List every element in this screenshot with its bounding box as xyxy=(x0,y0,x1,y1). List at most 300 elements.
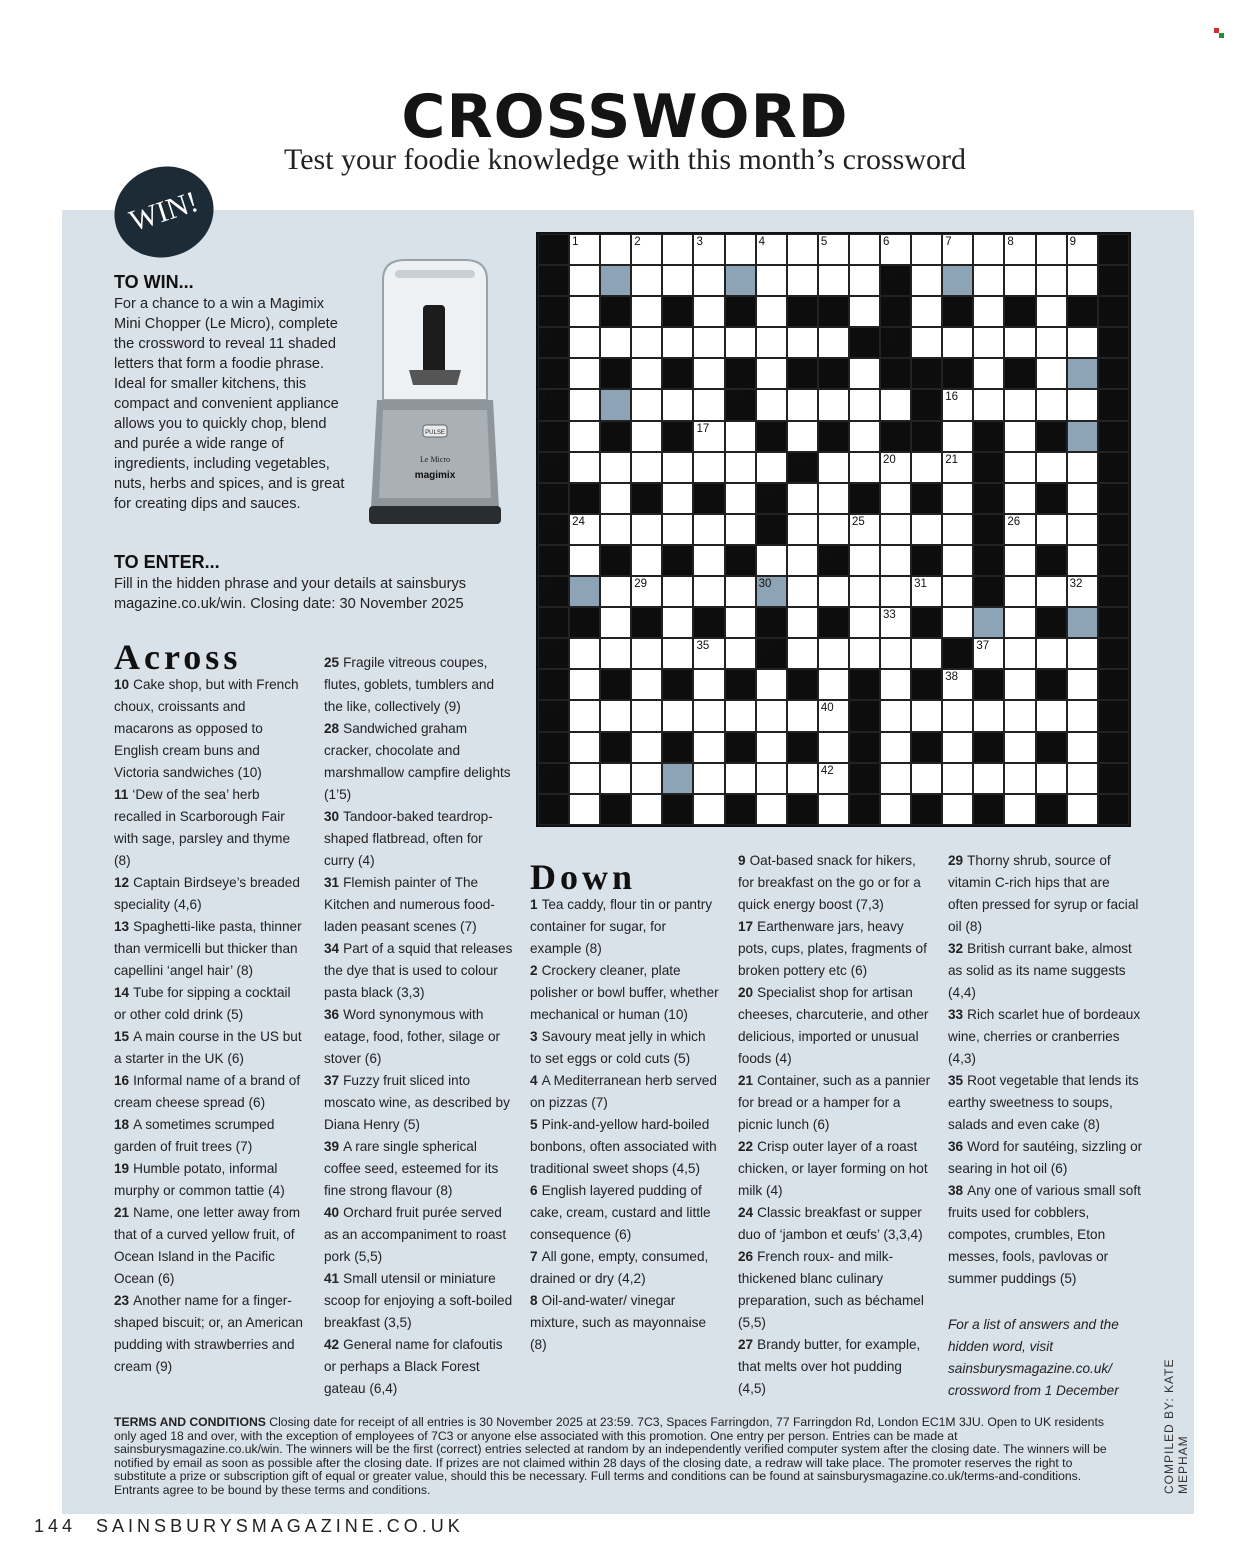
grid-block xyxy=(538,358,569,389)
grid-cell[interactable] xyxy=(569,421,600,452)
grid-cell[interactable] xyxy=(818,763,849,794)
grid-cell[interactable] xyxy=(849,234,880,265)
grid-cell[interactable] xyxy=(725,452,756,483)
grid-cell[interactable] xyxy=(662,452,693,483)
clue-item-number: 34 xyxy=(324,941,340,956)
clue-number: 42 xyxy=(820,764,834,777)
grid-cell[interactable] xyxy=(849,452,880,483)
grid-cell[interactable] xyxy=(631,732,662,763)
grid-block xyxy=(600,732,631,763)
grid-cell[interactable] xyxy=(662,638,693,669)
grid-cell[interactable] xyxy=(849,545,880,576)
grid-cell[interactable] xyxy=(1004,794,1035,825)
grid-cell[interactable] xyxy=(942,700,973,731)
grid-cell[interactable] xyxy=(942,389,973,420)
grid-cell[interactable] xyxy=(818,638,849,669)
grid-cell[interactable] xyxy=(880,545,911,576)
grid-cell[interactable] xyxy=(569,794,600,825)
grid-cell[interactable] xyxy=(693,638,724,669)
grid-cell[interactable] xyxy=(973,234,1004,265)
across-clues-column-2 xyxy=(324,652,514,1400)
grid-cell[interactable] xyxy=(911,700,942,731)
grid-cell[interactable] xyxy=(973,265,1004,296)
grid-cell[interactable] xyxy=(942,794,973,825)
grid-cell[interactable] xyxy=(631,234,662,265)
grid-cell[interactable] xyxy=(880,700,911,731)
grid-cell[interactable] xyxy=(973,638,1004,669)
clue-number: 7 xyxy=(945,236,952,248)
grid-cell[interactable] xyxy=(818,732,849,763)
grid-cell[interactable] xyxy=(725,638,756,669)
grid-cell[interactable] xyxy=(911,452,942,483)
clue-item-number: 9 xyxy=(738,853,746,868)
grid-cell[interactable] xyxy=(911,576,942,607)
grid-cell[interactable] xyxy=(787,265,818,296)
grid-cell[interactable] xyxy=(818,327,849,358)
grid-cell[interactable] xyxy=(1067,389,1098,420)
grid-cell[interactable] xyxy=(1036,265,1067,296)
grid-cell[interactable] xyxy=(756,763,787,794)
grid-cell[interactable] xyxy=(1004,700,1035,731)
grid-cell[interactable] xyxy=(725,234,756,265)
grid-cell[interactable] xyxy=(1004,483,1035,514)
grid-cell[interactable] xyxy=(880,452,911,483)
grid-cell[interactable] xyxy=(1067,514,1098,545)
grid-cell[interactable] xyxy=(631,545,662,576)
grid-cell[interactable] xyxy=(1067,234,1098,265)
grid-block xyxy=(756,638,787,669)
grid-cell[interactable] xyxy=(693,794,724,825)
grid-cell[interactable] xyxy=(569,452,600,483)
grid-cell[interactable] xyxy=(942,327,973,358)
grid-cell[interactable] xyxy=(1067,794,1098,825)
grid-cell[interactable] xyxy=(631,358,662,389)
grid-cell[interactable] xyxy=(911,234,942,265)
grid-cell[interactable] xyxy=(1067,576,1098,607)
grid-cell[interactable] xyxy=(1004,669,1035,700)
grid-cell[interactable] xyxy=(1004,452,1035,483)
grid-cell[interactable] xyxy=(569,732,600,763)
grid-cell[interactable] xyxy=(756,265,787,296)
grid-cell[interactable] xyxy=(1067,732,1098,763)
grid-block xyxy=(600,794,631,825)
grid-shaded-cell[interactable] xyxy=(725,265,756,296)
grid-cell[interactable] xyxy=(631,421,662,452)
grid-cell[interactable] xyxy=(849,576,880,607)
clue-item xyxy=(530,1070,720,1114)
clue-item-text: All gone, empty, consumed, drained or dry (4,2) xyxy=(530,1249,709,1286)
clue-item-number: 12 xyxy=(114,875,130,890)
grid-cell[interactable] xyxy=(631,763,662,794)
grid-block xyxy=(942,638,973,669)
clue-number: 29 xyxy=(634,578,648,591)
grid-cell[interactable] xyxy=(849,389,880,420)
grid-cell[interactable] xyxy=(569,389,600,420)
grid-cell[interactable] xyxy=(880,607,911,638)
grid-cell[interactable] xyxy=(787,700,818,731)
grid-cell[interactable] xyxy=(569,327,600,358)
grid-cell[interactable] xyxy=(849,358,880,389)
grid-block xyxy=(1098,732,1129,763)
grid-cell[interactable] xyxy=(600,576,631,607)
grid-cell[interactable] xyxy=(973,327,1004,358)
grid-cell[interactable] xyxy=(662,389,693,420)
clue-item-number: 25 xyxy=(324,655,340,670)
grid-cell[interactable] xyxy=(756,358,787,389)
grid-cell[interactable] xyxy=(1036,358,1067,389)
grid-cell[interactable] xyxy=(942,763,973,794)
grid-cell[interactable] xyxy=(631,514,662,545)
grid-cell[interactable] xyxy=(1004,421,1035,452)
grid-cell[interactable] xyxy=(1036,234,1067,265)
grid-cell[interactable] xyxy=(631,327,662,358)
grid-shaded-cell[interactable] xyxy=(1067,607,1098,638)
grid-cell[interactable] xyxy=(1004,638,1035,669)
grid-cell[interactable] xyxy=(1067,483,1098,514)
grid-cell[interactable] xyxy=(756,327,787,358)
grid-cell[interactable] xyxy=(787,483,818,514)
grid-cell[interactable] xyxy=(693,421,724,452)
grid-cell[interactable] xyxy=(1036,514,1067,545)
clue-item-text: A main course in the US but a starter in the UK (6) xyxy=(114,1029,302,1066)
grid-shaded-cell[interactable] xyxy=(600,265,631,296)
answers-note: For a list of answers and the hidden word, visit sainsburysmagazine.co.uk/ crossword from 1 December xyxy=(948,1317,1119,1398)
grid-cell[interactable] xyxy=(1004,327,1035,358)
grid-cell[interactable] xyxy=(725,514,756,545)
grid-cell[interactable] xyxy=(693,234,724,265)
grid-cell[interactable] xyxy=(1004,234,1035,265)
grid-cell[interactable] xyxy=(942,483,973,514)
grid-cell[interactable] xyxy=(911,296,942,327)
grid-cell[interactable] xyxy=(756,234,787,265)
grid-cell[interactable] xyxy=(849,607,880,638)
clue-item xyxy=(114,1290,304,1378)
grid-cell[interactable] xyxy=(756,545,787,576)
clue-number: 32 xyxy=(1069,578,1083,591)
grid-cell[interactable] xyxy=(1036,452,1067,483)
grid-cell[interactable] xyxy=(756,452,787,483)
grid-cell[interactable] xyxy=(693,732,724,763)
grid-cell[interactable] xyxy=(600,452,631,483)
grid-cell[interactable] xyxy=(818,483,849,514)
grid-block xyxy=(725,358,756,389)
grid-cell[interactable] xyxy=(693,700,724,731)
clue-item-text: Brandy butter, for example, that melts over hot pudding (4,5) xyxy=(738,1337,921,1396)
clue-item-text: Tandoor-baked teardrop-shaped flatbread, often for curry (4) xyxy=(324,809,493,868)
grid-cell[interactable] xyxy=(631,452,662,483)
grid-block xyxy=(849,669,880,700)
grid-block xyxy=(538,421,569,452)
grid-block xyxy=(538,607,569,638)
grid-cell[interactable] xyxy=(725,700,756,731)
grid-cell[interactable] xyxy=(693,389,724,420)
grid-cell[interactable] xyxy=(1004,763,1035,794)
grid-cell[interactable] xyxy=(1067,452,1098,483)
clue-number: 36 xyxy=(758,640,772,653)
grid-cell[interactable] xyxy=(1067,700,1098,731)
grid-shaded-cell[interactable] xyxy=(942,265,973,296)
clue-item xyxy=(530,894,720,960)
clue-item-text: Crockery cleaner, plate polisher or bowl buffer, whether mechanical or human (10) xyxy=(530,963,719,1022)
grid-cell[interactable] xyxy=(911,763,942,794)
grid-cell[interactable] xyxy=(600,483,631,514)
grid-cell[interactable] xyxy=(600,700,631,731)
clue-item-text: Humble potato, informal murphy or common tattie (4) xyxy=(114,1161,285,1198)
grid-block xyxy=(1067,296,1098,327)
grid-cell[interactable] xyxy=(818,514,849,545)
grid-cell[interactable] xyxy=(662,327,693,358)
grid-shaded-cell[interactable] xyxy=(600,389,631,420)
grid-cell[interactable] xyxy=(849,421,880,452)
grid-cell[interactable] xyxy=(1036,763,1067,794)
grid-cell[interactable] xyxy=(942,732,973,763)
grid-cell[interactable] xyxy=(787,327,818,358)
grid-cell[interactable] xyxy=(818,794,849,825)
grid-cell[interactable] xyxy=(693,327,724,358)
grid-cell[interactable] xyxy=(973,296,1004,327)
clue-number: 20 xyxy=(883,453,896,466)
clue-item xyxy=(948,1004,1143,1070)
grid-cell[interactable] xyxy=(849,265,880,296)
grid-cell[interactable] xyxy=(693,358,724,389)
grid-cell[interactable] xyxy=(569,296,600,327)
crossword-grid[interactable] xyxy=(536,232,1131,827)
clue-item-number: 30 xyxy=(324,809,340,824)
grid-cell[interactable] xyxy=(911,514,942,545)
grid-cell[interactable] xyxy=(787,638,818,669)
grid-block xyxy=(1036,483,1067,514)
grid-cell[interactable] xyxy=(787,421,818,452)
grid-cell[interactable] xyxy=(693,545,724,576)
grid-cell[interactable] xyxy=(600,514,631,545)
grid-cell[interactable] xyxy=(693,265,724,296)
grid-cell[interactable] xyxy=(693,452,724,483)
clue-number: 38 xyxy=(945,671,959,684)
grid-cell[interactable] xyxy=(569,514,600,545)
grid-cell[interactable] xyxy=(693,669,724,700)
grid-cell[interactable] xyxy=(787,234,818,265)
grid-cell[interactable] xyxy=(756,732,787,763)
grid-block xyxy=(1004,358,1035,389)
grid-cell[interactable] xyxy=(849,296,880,327)
grid-cell[interactable] xyxy=(569,763,600,794)
clue-item-text: Sandwiched graham cracker, chocolate and marshmallow campfire delights (1’5) xyxy=(324,721,511,802)
grid-cell[interactable] xyxy=(787,576,818,607)
grid-cell[interactable] xyxy=(631,638,662,669)
grid-cell[interactable] xyxy=(973,389,1004,420)
grid-cell[interactable] xyxy=(942,234,973,265)
grid-cell[interactable] xyxy=(1067,763,1098,794)
grid-cell[interactable] xyxy=(569,358,600,389)
grid-cell[interactable] xyxy=(662,700,693,731)
grid-cell[interactable] xyxy=(725,421,756,452)
grid-cell[interactable] xyxy=(1004,265,1035,296)
grid-cell[interactable] xyxy=(973,700,1004,731)
grid-cell[interactable] xyxy=(725,483,756,514)
grid-cell[interactable] xyxy=(1036,389,1067,420)
grid-block xyxy=(787,732,818,763)
grid-cell[interactable] xyxy=(631,576,662,607)
grid-cell[interactable] xyxy=(1036,296,1067,327)
grid-cell[interactable] xyxy=(818,389,849,420)
grid-block xyxy=(911,732,942,763)
clue-item-text: Thorny shrub, source of vitamin C-rich hips that are often pressed for syrup or facial oil (8) xyxy=(948,853,1139,934)
grid-cell[interactable] xyxy=(880,389,911,420)
grid-cell[interactable] xyxy=(942,576,973,607)
grid-cell[interactable] xyxy=(1004,576,1035,607)
clue-item-number: 17 xyxy=(738,919,754,934)
grid-cell[interactable] xyxy=(1036,327,1067,358)
grid-cell[interactable] xyxy=(693,514,724,545)
grid-cell[interactable] xyxy=(942,545,973,576)
grid-cell[interactable] xyxy=(569,265,600,296)
grid-cell[interactable] xyxy=(631,296,662,327)
grid-cell[interactable] xyxy=(693,296,724,327)
grid-cell[interactable] xyxy=(787,607,818,638)
grid-cell[interactable] xyxy=(662,483,693,514)
grid-cell[interactable] xyxy=(1004,389,1035,420)
grid-cell[interactable] xyxy=(1004,545,1035,576)
grid-cell[interactable] xyxy=(1036,576,1067,607)
grid-shaded-cell[interactable] xyxy=(662,763,693,794)
grid-cell[interactable] xyxy=(849,514,880,545)
grid-cell[interactable] xyxy=(756,700,787,731)
grid-cell[interactable] xyxy=(662,607,693,638)
grid-cell[interactable] xyxy=(631,700,662,731)
grid-cell[interactable] xyxy=(756,794,787,825)
clue-item xyxy=(324,1268,514,1334)
grid-cell[interactable] xyxy=(693,763,724,794)
grid-cell[interactable] xyxy=(756,669,787,700)
grid-cell[interactable] xyxy=(942,607,973,638)
grid-cell[interactable] xyxy=(1004,514,1035,545)
grid-block xyxy=(911,545,942,576)
grid-cell[interactable] xyxy=(1067,545,1098,576)
grid-cell[interactable] xyxy=(880,732,911,763)
grid-cell[interactable] xyxy=(600,234,631,265)
clue-number: 22 xyxy=(758,484,772,497)
grid-shaded-cell[interactable] xyxy=(1067,358,1098,389)
grid-cell[interactable] xyxy=(818,576,849,607)
grid-cell[interactable] xyxy=(787,763,818,794)
grid-cell[interactable] xyxy=(911,327,942,358)
grid-cell[interactable] xyxy=(569,638,600,669)
grid-cell[interactable] xyxy=(1067,265,1098,296)
grid-cell[interactable] xyxy=(880,576,911,607)
grid-cell[interactable] xyxy=(600,763,631,794)
grid-cell[interactable] xyxy=(725,327,756,358)
grid-cell[interactable] xyxy=(693,576,724,607)
grid-cell[interactable] xyxy=(725,607,756,638)
grid-cell[interactable] xyxy=(880,794,911,825)
clue-number: 9 xyxy=(1069,236,1076,248)
grid-cell[interactable] xyxy=(569,234,600,265)
grid-block xyxy=(880,421,911,452)
grid-block xyxy=(538,576,569,607)
grid-cell[interactable] xyxy=(662,234,693,265)
grid-cell[interactable] xyxy=(662,514,693,545)
grid-cell[interactable] xyxy=(880,669,911,700)
grid-block xyxy=(662,794,693,825)
clue-item-number: 20 xyxy=(738,985,754,1000)
clue-number: 41 xyxy=(541,764,554,777)
grid-cell[interactable] xyxy=(631,669,662,700)
grid-cell[interactable] xyxy=(756,389,787,420)
grid-cell[interactable] xyxy=(1067,669,1098,700)
grid-cell[interactable] xyxy=(756,296,787,327)
grid-cell[interactable] xyxy=(818,265,849,296)
grid-cell[interactable] xyxy=(818,452,849,483)
grid-cell[interactable] xyxy=(787,514,818,545)
grid-block xyxy=(725,296,756,327)
grid-cell[interactable] xyxy=(1067,638,1098,669)
grid-shaded-cell[interactable] xyxy=(756,576,787,607)
grid-cell[interactable] xyxy=(569,669,600,700)
grid-cell[interactable] xyxy=(1067,327,1098,358)
grid-cell[interactable] xyxy=(569,545,600,576)
clue-item xyxy=(114,784,304,872)
grid-shaded-cell[interactable] xyxy=(973,607,1004,638)
grid-cell[interactable] xyxy=(787,389,818,420)
clue-item xyxy=(948,850,1143,938)
grid-cell[interactable] xyxy=(1036,638,1067,669)
grid-cell[interactable] xyxy=(631,794,662,825)
grid-cell[interactable] xyxy=(662,265,693,296)
grid-cell[interactable] xyxy=(973,763,1004,794)
grid-cell[interactable] xyxy=(880,514,911,545)
clue-item xyxy=(948,1180,1143,1290)
grid-cell[interactable] xyxy=(942,514,973,545)
clue-item xyxy=(530,960,720,1026)
grid-cell[interactable] xyxy=(1004,607,1035,638)
grid-cell[interactable] xyxy=(725,576,756,607)
grid-cell[interactable] xyxy=(725,763,756,794)
grid-cell[interactable] xyxy=(849,638,880,669)
grid-cell[interactable] xyxy=(631,265,662,296)
grid-cell[interactable] xyxy=(569,700,600,731)
grid-block xyxy=(818,545,849,576)
grid-cell[interactable] xyxy=(942,669,973,700)
grid-cell[interactable] xyxy=(911,265,942,296)
grid-cell[interactable] xyxy=(787,545,818,576)
grid-cell[interactable] xyxy=(818,234,849,265)
clue-item-text: A Mediterranean herb served on pizzas (7) xyxy=(530,1073,717,1110)
grid-shaded-cell[interactable] xyxy=(1067,421,1098,452)
grid-cell[interactable] xyxy=(942,421,973,452)
grid-cell[interactable] xyxy=(1036,700,1067,731)
grid-cell[interactable] xyxy=(600,638,631,669)
grid-cell[interactable] xyxy=(1004,732,1035,763)
clue-item-text: Tea caddy, flour tin or pantry container for sugar, for example (8) xyxy=(530,897,713,956)
grid-cell[interactable] xyxy=(880,483,911,514)
grid-cell[interactable] xyxy=(600,327,631,358)
grid-cell[interactable] xyxy=(662,576,693,607)
grid-cell[interactable] xyxy=(600,607,631,638)
grid-cell[interactable] xyxy=(973,358,1004,389)
grid-block xyxy=(600,358,631,389)
grid-cell[interactable] xyxy=(880,638,911,669)
grid-cell[interactable] xyxy=(818,700,849,731)
grid-block xyxy=(1098,296,1129,327)
grid-cell[interactable] xyxy=(942,452,973,483)
grid-cell[interactable] xyxy=(631,389,662,420)
grid-block xyxy=(662,421,693,452)
grid-shaded-cell[interactable] xyxy=(569,576,600,607)
grid-cell[interactable] xyxy=(911,638,942,669)
grid-cell[interactable] xyxy=(880,234,911,265)
grid-cell[interactable] xyxy=(818,669,849,700)
grid-cell[interactable] xyxy=(880,763,911,794)
